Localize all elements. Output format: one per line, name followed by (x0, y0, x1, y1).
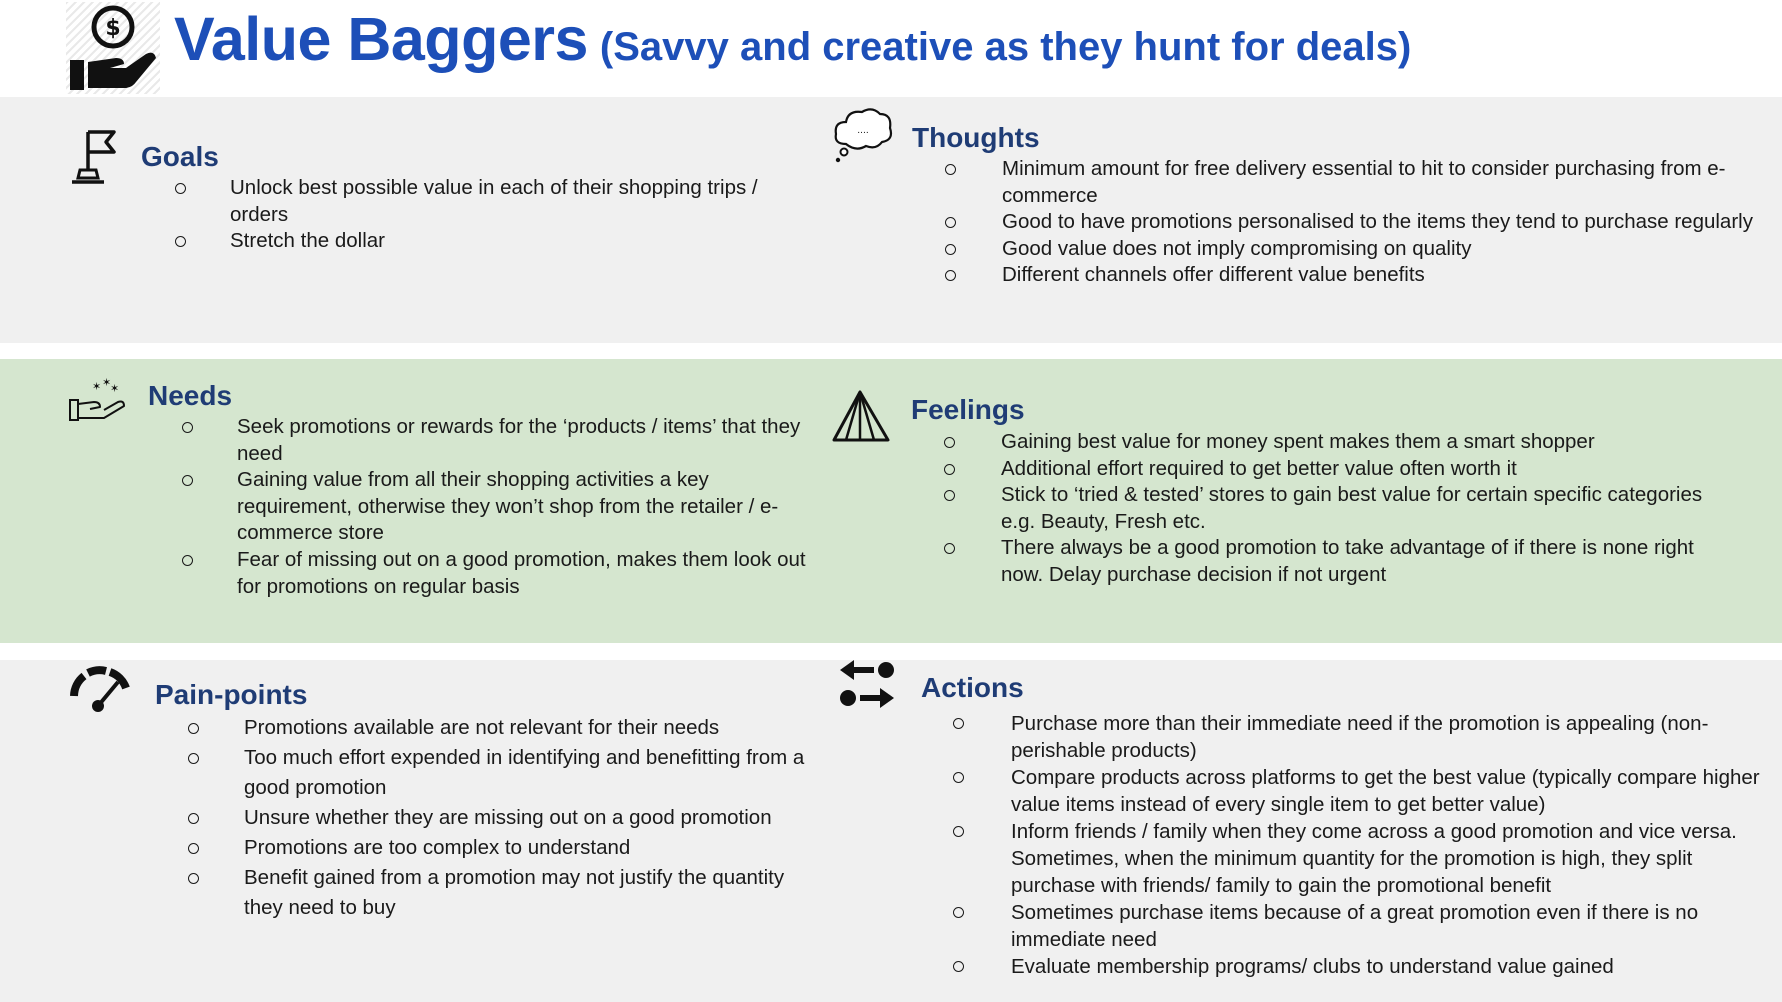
list-item: Purchase more than their immediate need if the promotion is appealing (non-perishable products) (1011, 710, 1771, 764)
bullet-icon (944, 437, 955, 448)
header (0, 0, 1782, 97)
thought-cloud-icon (832, 106, 894, 169)
svg-text:$: $ (105, 16, 121, 41)
bullet-icon (945, 244, 956, 255)
bullet-icon (944, 464, 955, 475)
list-item: Evaluate membership programs/ clubs to understand value gained (1011, 953, 1771, 980)
goals-heading: Goals (141, 141, 219, 172)
list-item: Too much effort expended in identifying and benefitting from a good promotion (244, 743, 814, 803)
swap-arrows-icon (838, 658, 896, 715)
painpoints-heading: Pain-points (155, 679, 308, 710)
list-item: Unsure whether they are missing out on a good promotion (244, 803, 814, 833)
bullet-icon (188, 873, 199, 884)
title-subtitle: (Savvy and creative as they hunt for deals) (599, 25, 1412, 69)
feelings-heading: Feelings (911, 394, 1025, 425)
bullet-icon (953, 907, 964, 918)
list-item: Gaining best value for money spent makes them a smart shopper (1001, 429, 1741, 456)
gauge-icon (70, 666, 130, 721)
bullet-icon (188, 753, 199, 764)
list-item: Minimum amount for free delivery essential to hit to consider purchasing from e-commerce (1002, 156, 1762, 209)
thoughts-heading: Thoughts (912, 122, 1040, 153)
bullet-icon (182, 422, 193, 433)
list-item: Fear of missing out on a good promotion, makes them look out for promotions on regular basis (237, 547, 807, 600)
painpoints-list (244, 713, 814, 923)
triangle-lines-icon (830, 388, 892, 449)
needs-heading: Needs (148, 380, 233, 411)
list-item: Good value does not imply compromising on quality (1002, 236, 1762, 263)
list-item: Good to have promotions personalised to the items they tend to purchase regularly (1002, 209, 1762, 236)
actions-list (1011, 710, 1771, 980)
bullet-icon (182, 555, 193, 566)
actions-heading: Actions (921, 672, 1024, 703)
list-item: Sometimes purchase items because of a great promotion even if there is no immediate need (1011, 899, 1771, 953)
hand-coin-icon (66, 2, 160, 94)
hand-stars-icon (68, 376, 126, 431)
svg-text:✶: ✶ (92, 380, 102, 393)
bullet-icon (953, 772, 964, 783)
list-item: Promotions are too complex to understand (244, 833, 814, 863)
svg-text:✶: ✶ (102, 376, 112, 389)
bullet-icon (945, 164, 956, 175)
bullet-icon (188, 843, 199, 854)
goals-list (230, 175, 800, 255)
list-item: Gaining value from all their shopping activities a key requirement, otherwise they won’t shop from the retailer / e-commerce store (237, 467, 807, 547)
list-item: Unlock best possible value in each of their shopping trips / orders (230, 175, 800, 228)
list-item: Compare products across platforms to get the best value (typically compare higher value items instead of every single item to get better value) (1011, 764, 1771, 818)
svg-text:✶: ✶ (110, 382, 120, 395)
list-item: Seek promotions or rewards for the ‘products / items’ that they need (237, 414, 807, 467)
bullet-icon (953, 718, 964, 729)
thoughts-list (1002, 156, 1762, 289)
feelings-list (1001, 429, 1741, 589)
list-item: Stick to ‘tried & tested’ stores to gain best value for certain specific categories e.g. Beauty, Fresh etc. (1001, 482, 1741, 535)
list-item: Different channels offer different value benefits (1002, 262, 1762, 289)
list-item: Stretch the dollar (230, 228, 800, 255)
list-item: Additional effort required to get better value often worth it (1001, 456, 1741, 483)
bullet-icon (953, 826, 964, 837)
bullet-icon (175, 183, 186, 194)
bullet-icon (953, 961, 964, 972)
needs-list (237, 414, 807, 600)
svg-text:....: .... (857, 126, 869, 136)
flag-icon (70, 126, 122, 191)
page-title (174, 4, 1411, 74)
bullet-icon (188, 723, 199, 734)
list-item: There always be a good promotion to take advantage of if there is none right now. Delay purchase decision if not urgent (1001, 535, 1741, 588)
list-item: Inform friends / family when they come across a good promotion and vice versa. Sometimes, when the minimum quantity for the promotion is high, they split purchase with friends/ family to gain the promotional benefit (1011, 818, 1771, 899)
list-item: Benefit gained from a promotion may not justify the quantity they need to buy (244, 863, 814, 923)
title-main: Value Baggers (174, 5, 588, 73)
list-item: Promotions available are not relevant for their needs (244, 713, 814, 743)
bullet-icon (188, 813, 199, 824)
